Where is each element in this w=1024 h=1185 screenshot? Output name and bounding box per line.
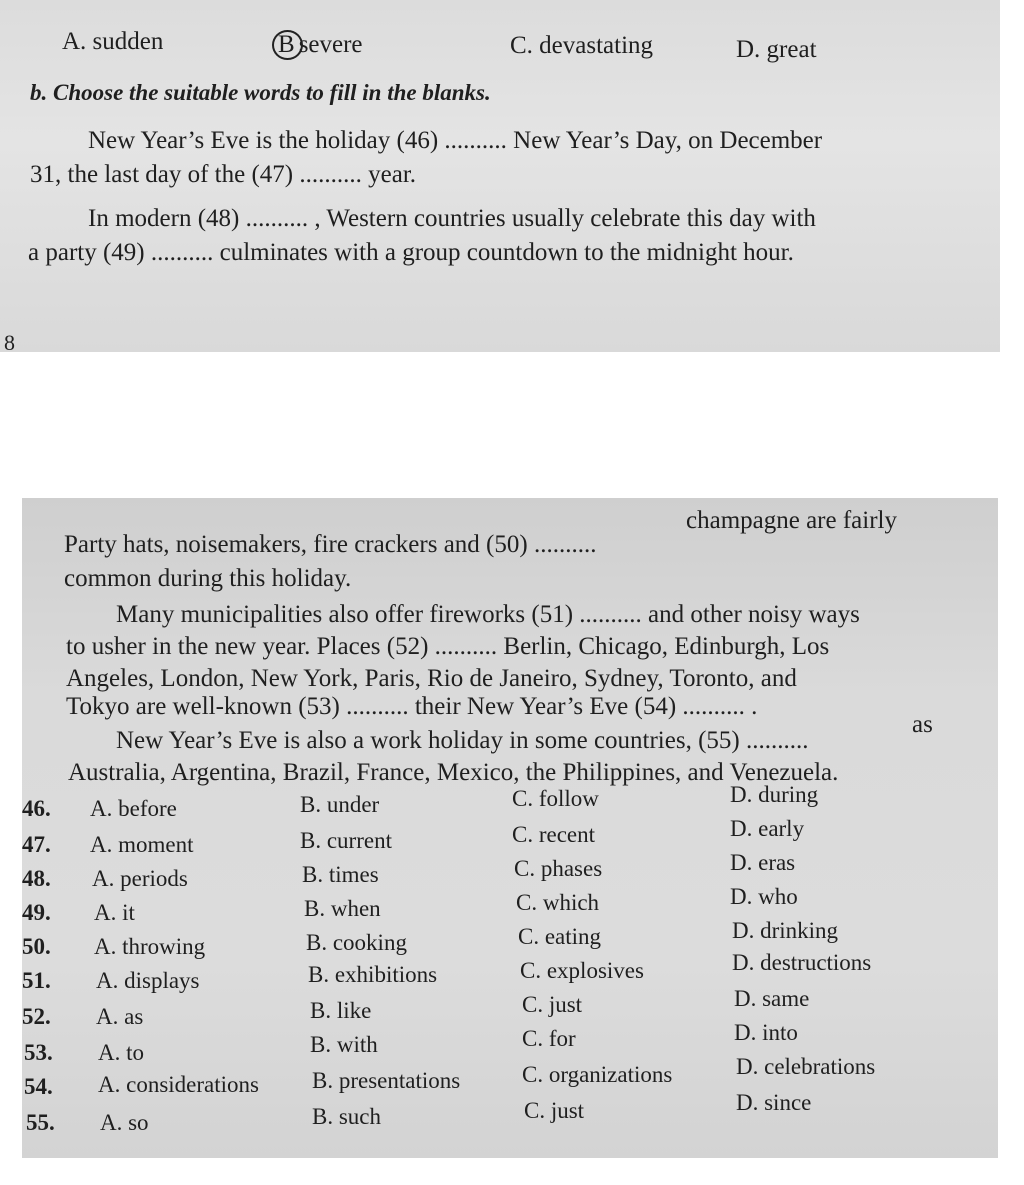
option-d: D. during (730, 782, 819, 807)
passage-bottom-line-7b: as (912, 711, 933, 738)
option-c: C. phases (514, 856, 603, 881)
option-a: A. moment (90, 832, 194, 857)
bottom-page-photo (22, 498, 998, 1158)
passage-bottom-line-1a: Party hats, noisemakers, fire crackers and (50) .......... (64, 531, 597, 558)
option-d: D. who (730, 884, 798, 909)
top-option-c: C. devastating (510, 32, 654, 59)
passage-bottom-line-1b: champagne are fairly (686, 507, 897, 534)
option-d: D. celebrations (736, 1054, 876, 1079)
option-a: A. throwing (94, 934, 206, 959)
question-number: 52. (22, 1004, 51, 1029)
option-a: A. it (94, 900, 135, 925)
question-number: 53. (24, 1040, 53, 1065)
option-a: A. periods (92, 866, 188, 891)
question-number: 49. (22, 900, 51, 925)
option-b: B. when (304, 896, 381, 921)
option-b: B. with (310, 1032, 378, 1057)
instruction-heading: b. Choose the suitable words to fill in the blanks. (30, 80, 491, 105)
top-option-a: A. sudden (62, 28, 164, 55)
top-option-b (272, 30, 363, 60)
option-c: C. for (522, 1026, 576, 1051)
question-number: 48. (22, 866, 51, 891)
option-c: C. organizations (522, 1062, 673, 1087)
passage-top-line-2: 31, the last day of the (47) .......... year. (30, 161, 417, 188)
option-d: D. early (730, 816, 805, 841)
question-number: 47. (22, 832, 51, 857)
passage-bottom-line-5: Angeles, London, New York, Paris, Rio de Janeiro, Sydney, Toronto, and (66, 665, 797, 692)
question-number: 51. (22, 968, 51, 993)
option-a: A. displays (96, 968, 200, 993)
option-b: B. exhibitions (308, 962, 438, 987)
passage-bottom-line-2: common during this holiday. (64, 565, 352, 592)
option-c: C. follow (512, 786, 599, 811)
option-a: A. as (96, 1004, 144, 1029)
option-d: D. eras (730, 850, 796, 875)
option-c: C. just (524, 1098, 585, 1123)
option-b: B. current (300, 828, 392, 853)
option-c: C. just (522, 992, 583, 1017)
question-number: 50. (22, 934, 51, 959)
question-number: 46. (22, 796, 51, 821)
option-c: C. explosives (520, 958, 644, 983)
passage-bottom-line-8: Australia, Argentina, Brazil, France, Mexico, the Philippines, and Venezuela. (68, 759, 839, 786)
option-c: C. which (516, 890, 600, 915)
option-b: B. such (312, 1104, 381, 1129)
option-a: A. to (98, 1040, 144, 1065)
option-a: A. so (100, 1110, 149, 1135)
option-d: D. since (736, 1090, 812, 1115)
passage-top-line-4: a party (49) .......... culminates with a group countdown to the midnight hour. (28, 239, 794, 266)
option-a: A. before (90, 796, 177, 821)
option-b: B. times (302, 862, 379, 887)
option-d: D. into (734, 1020, 798, 1045)
passage-top-line-1: New Year’s Eve is the holiday (46) .......... New Year’s Day, on December (88, 127, 823, 154)
option-d: D. destructions (732, 950, 872, 975)
top-option-b-word: severe (298, 31, 363, 58)
option-b: B. like (310, 998, 372, 1023)
option-d: D. drinking (732, 918, 839, 943)
option-c: C. recent (512, 822, 596, 847)
question-number: 55. (26, 1110, 55, 1135)
passage-top-line-3: In modern (48) .......... , Western countries usually celebrate this day with (88, 205, 816, 232)
option-c: C. eating (518, 924, 602, 949)
top-page-photo (0, 0, 1000, 352)
option-d: D. same (734, 986, 810, 1011)
passage-bottom-line-4: to usher in the new year. Places (52) .......... Berlin, Chicago, Edinburgh, Los (66, 633, 830, 660)
passage-bottom-line-3: Many municipalities also offer fireworks (51) .......... and other noisy ways (116, 601, 860, 628)
answer-circle: B (272, 30, 303, 60)
passage-bottom-line-7a: New Year’s Eve is also a work holiday in some countries, (55) .......... (116, 727, 809, 754)
passage-bottom-line-6: Tokyo are well-known (53) .......... their New Year’s Eve (54) .......... . (66, 693, 758, 720)
page-mark: 8 (4, 330, 15, 352)
top-option-d: D. great (736, 36, 817, 63)
option-b: B. cooking (306, 930, 407, 955)
option-a: A. considerations (98, 1072, 259, 1097)
question-number: 54. (24, 1074, 53, 1099)
option-b: B. under (300, 792, 380, 817)
option-b: B. presentations (312, 1068, 461, 1093)
